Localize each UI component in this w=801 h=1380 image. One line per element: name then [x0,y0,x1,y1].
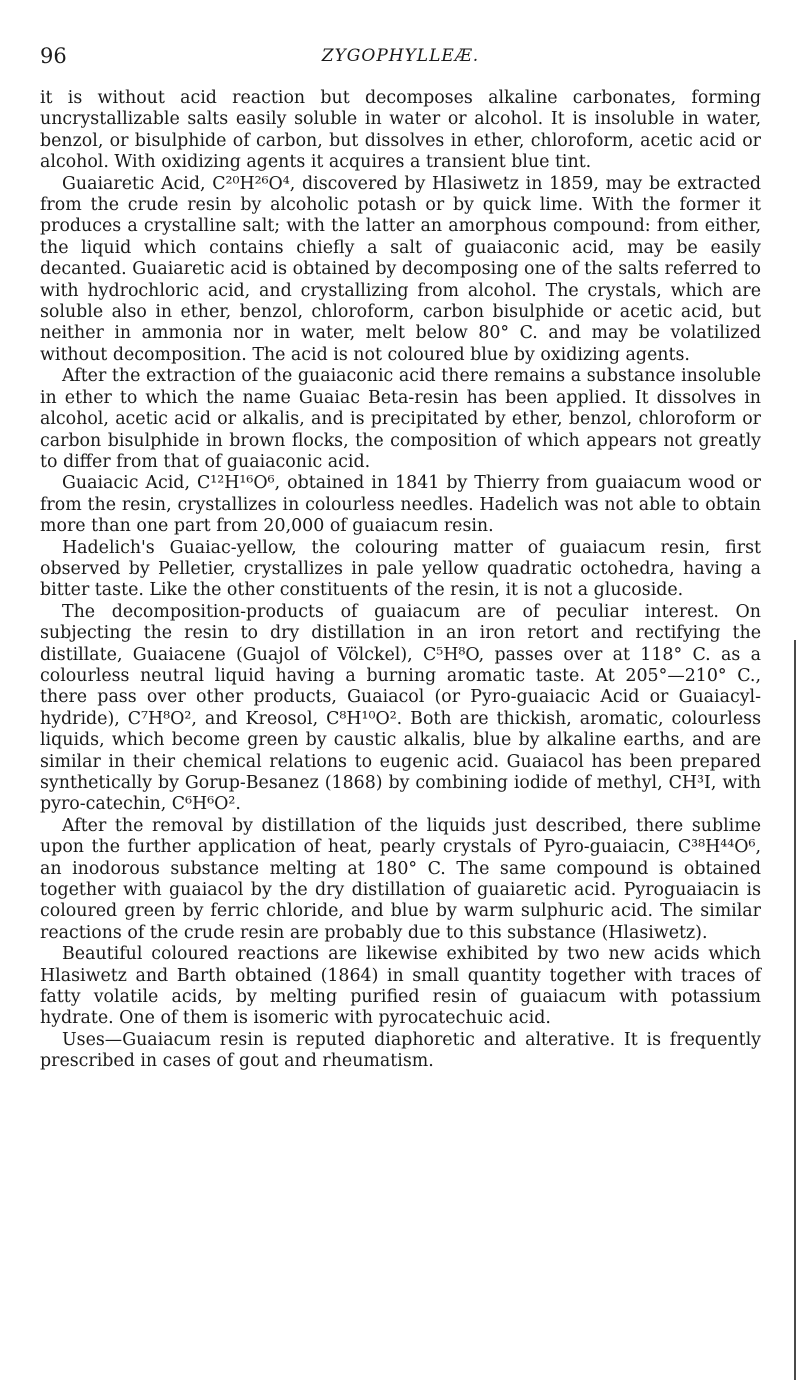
running-head: ZYGOPHYLLEÆ. [321,46,480,66]
paragraph-continuation: it is without acid reaction but decomposes alkaline carbonates, forming uncrystallizable salts easily soluble in water or alcohol. It is insoluble in water, benzol, or bisulphide of carbon, but dissolves in ether, chloroform, acetic acid or alcohol. With oxidizing agents it acquires a transient blue tint. [40,88,761,173]
paragraph-guaiac-yellow: Hadelich's Guaiac-yellow, the colouring matter of guaiacum resin, first observed by Pelletier, crystallizes in pale yellow quadratic octohedra, having a bitter taste. Like the other constituents of the resin, it is not a glucoside. [40,537,761,601]
paragraph-uses: Uses—Guaiacum resin is reputed diaphoretic and alterative. It is frequently prescribed in cases of gout and rheumatism. [40,1029,761,1072]
paragraph-new-acids: Beautiful coloured reactions are likewise exhibited by two new acids which Hlasiwetz and Barth obtained (1864) in small quantity together with traces of fatty volatile acids, by melting purified resin of guaiacum with potassium hydrate. One of them is isomeric with pyrocatechuic acid. [40,944,761,1029]
page-number: 96 [40,44,67,68]
page-header [40,44,761,74]
page-body [40,88,761,1073]
paragraph-guaiaretic-acid: Guaiaretic Acid, C²⁰H²⁶O⁴, discovered by Hlasiwetz in 1859, may be extracted from the crude resin by alcoholic potash or by quick lime. With the former it produces a crystalline salt; with the latter an amorphous compound: from either, the liquid which contains chiefly a salt of guaiaconic acid, may be easily decanted. Guaiaretic acid is obtained by decomposing one of the salts referred to with hydrochloric acid, and crystallizing from alcohol. The crystals, which are soluble also in ether, benzol, chloroform, carbon bisulphide or acetic acid, but neither in ammonia nor in water, melt below 80° C. and may be volatilized without decomposition. The acid is not coloured blue by oxidizing agents. [40,173,761,365]
paragraph-decomposition-products: The decomposition-products of guaiacum are of peculiar interest. On subjecting the resin to dry distillation in an iron retort and rectifying the distillate, Guaiacene (Guajol of Völckel), C⁵H⁸O, passes over at 118° C. as a colourless neutral liquid having a burning aromatic taste. At 205°—210° C., there pass over other products, Guaiacol (or Pyro-guaiacic Acid or Guaiacyl-hydride), C⁷H⁸O², and Kreosol, C⁸H¹⁰O². Both are thickish, aromatic, colourless liquids, which become green by caustic alkalis, blue by alkaline earths, and are similar in their chemical relations to eugenic acid. Guaiacol has been prepared synthetically by Gorup-Besanez (1868) by combining iodide of methyl, CH³I, with pyro-catechin, C⁶H⁶O². [40,601,761,815]
paragraph-guaiac-beta-resin: After the extraction of the guaiaconic acid there remains a substance insoluble in ether to which the name Guaiac Beta-resin has been applied. It dissolves in alcohol, acetic acid or alkalis, and is precipitated by ether, benzol, chloroform or carbon bisulphide in brown flocks, the composition of which appears not greatly to differ from that of guaiaconic acid. [40,366,761,472]
page-edge-rule [794,640,796,1380]
paragraph-pyroguaiacin: After the removal by distillation of the liquids just described, there sublime upon the further application of heat, pearly crystals of Pyro-guaiacin, C³⁸H⁴⁴O⁶, an inodorous substance melting at 180° C. The same compound is obtained together with guaiacol by the dry distillation of guaiaretic acid. Pyroguaiacin is coloured green by ferric chloride, and blue by warm sulphuric acid. The similar reactions of the crude resin are probably due to this substance (Hlasiwetz). [40,815,761,943]
paragraph-guaiacic-acid: Guaiacic Acid, C¹²H¹⁶O⁶, obtained in 1841 by Thierry from guaiacum wood or from the resin, crystallizes in colourless needles. Hadelich was not able to obtain more than one part from 20,000 of guaiacum resin. [40,473,761,537]
